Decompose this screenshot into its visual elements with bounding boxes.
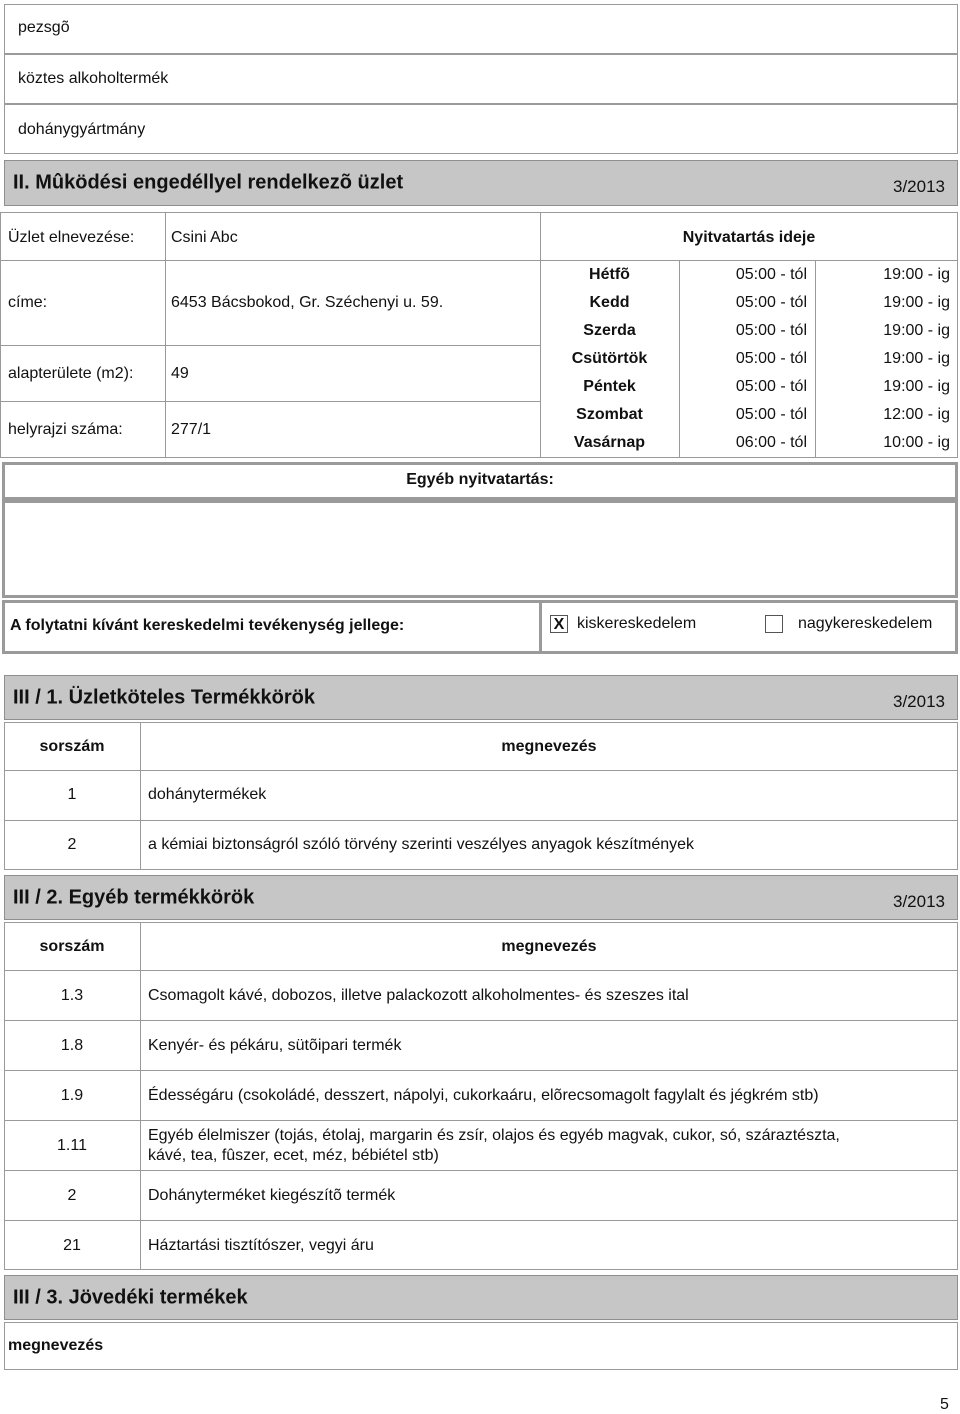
- hours-to: 12:00 - ig: [883, 406, 950, 423]
- hours-day: Kedd: [589, 294, 630, 311]
- retail-checkbox[interactable]: X: [550, 615, 568, 633]
- section-3-1-title: III / 1. Üzletköteles Termékkörök: [13, 686, 315, 708]
- hours-day: Péntek: [583, 378, 636, 395]
- table-row-name: dohánytermékek: [148, 786, 267, 803]
- table-row-number: 2: [67, 1187, 77, 1204]
- wholesale-label: nagykereskedelem: [798, 615, 933, 632]
- column-header-number: sorszám: [39, 738, 105, 755]
- lot-value: 277/1: [171, 421, 212, 438]
- page-number: 5: [940, 1396, 949, 1413]
- table-row-name: Háztartási tisztítószer, vegyi áru: [148, 1237, 374, 1254]
- hours-day: Szerda: [583, 322, 636, 339]
- table-row-name: Dohányterméket kiegészítõ termék: [148, 1187, 396, 1204]
- shop-name-label: Üzlet elnevezése:: [8, 229, 135, 246]
- hours-from: 05:00 - tól: [735, 322, 807, 339]
- address-label: címe:: [8, 294, 48, 311]
- table-row-name: Kenyér- és pékáru, sütõipari termék: [148, 1037, 402, 1054]
- hours-day: Hétfõ: [589, 266, 630, 283]
- section-3-3-table: [4, 1322, 958, 1370]
- hours-to: 19:00 - ig: [883, 294, 950, 311]
- top-item-1: pezsgõ: [18, 19, 70, 36]
- section-3-2-title: III / 2. Egyéb termékkörök: [13, 886, 255, 908]
- column-header-name: megnevezés: [8, 1337, 104, 1354]
- opening-hours-title: Nyitvatartás ideje: [682, 229, 816, 246]
- table-row-number: 1: [67, 786, 77, 803]
- address-value: 6453 Bácsbokod, Gr. Széchenyi u. 59.: [171, 294, 444, 311]
- other-hours-label: Egyéb nyitvatartás:: [406, 471, 554, 488]
- hours-day: Szombat: [576, 406, 643, 423]
- section-3-3-title: III / 3. Jövedéki termékek: [13, 1286, 248, 1308]
- shop-name-value: Csini Abc: [171, 229, 238, 246]
- activity-type-label: A folytatni kívánt kereskedelmi tevékenység jellege:: [10, 617, 405, 634]
- other-hours-area: [2, 500, 958, 598]
- column-header-number: sorszám: [39, 938, 105, 955]
- section-3-1-year: 3/2013: [893, 691, 945, 711]
- hours-to: 19:00 - ig: [883, 378, 950, 395]
- hours-to: 19:00 - ig: [883, 350, 950, 367]
- table-row-number: 1.3: [60, 987, 84, 1004]
- hours-day: Csütörtök: [571, 350, 648, 367]
- hours-to: 10:00 - ig: [883, 434, 950, 451]
- table-row-name-line-2: kávé, tea, fûszer, ecet, méz, bébiétel stb): [148, 1147, 439, 1164]
- section-3-2-year: 3/2013: [893, 891, 945, 911]
- hours-day: Vasárnap: [573, 434, 646, 451]
- lot-label: helyrajzi száma:: [8, 421, 123, 438]
- table-row-name: Csomagolt kávé, dobozos, illetve palackozott alkoholmentes- és szeszes ital: [148, 987, 689, 1004]
- section-3-2-header: [4, 875, 958, 920]
- table-row-number: 21: [63, 1237, 81, 1254]
- hours-from: 05:00 - tól: [735, 266, 807, 283]
- table-row-name: a kémiai biztonságról szóló törvény szerinti veszélyes anyagok készítmények: [148, 836, 695, 853]
- area-value: 49: [171, 365, 189, 382]
- hours-from: 06:00 - tól: [735, 434, 807, 451]
- hours-to: 19:00 - ig: [883, 322, 950, 339]
- column-header-name: megnevezés: [501, 738, 597, 755]
- hours-from: 05:00 - tól: [735, 406, 807, 423]
- section-3-1-header: [4, 675, 958, 720]
- column-header-name: megnevezés: [501, 938, 597, 955]
- section-2-title: II. Mûködési engedéllyel rendelkezõ üzlet: [13, 171, 404, 194]
- top-item-2: köztes alkoholtermék: [18, 70, 169, 87]
- table-row-name-line-1: Egyéb élelmiszer (tojás, étolaj, margarin és zsír, olajos és egyéb magvak, cukor, só, száraztészta,: [148, 1127, 840, 1144]
- retail-label: kiskereskedelem: [577, 615, 697, 632]
- section-3-3-header: [4, 1275, 958, 1320]
- top-item-1-box: [4, 4, 958, 54]
- table-row-name: Édességáru (csokoládé, desszert, nápolyi, cukorkaáru, elõrecsomagolt fagylalt és jégkrém stb): [148, 1087, 819, 1104]
- table-row-number: 2: [67, 836, 77, 853]
- hours-to: 19:00 - ig: [883, 266, 950, 283]
- area-label: alapterülete (m2):: [8, 365, 134, 382]
- section-2-header: [4, 160, 958, 206]
- table-row-number: 1.11: [57, 1137, 87, 1154]
- hours-from: 05:00 - tól: [735, 350, 807, 367]
- table-row-number: 1.8: [60, 1037, 84, 1054]
- hours-from: 05:00 - tól: [735, 294, 807, 311]
- hours-from: 05:00 - tól: [735, 378, 807, 395]
- wholesale-checkbox[interactable]: [765, 615, 783, 633]
- section-2-year: 3/2013: [893, 177, 945, 196]
- top-item-3-box: [4, 104, 958, 154]
- table-row-number: 1.9: [60, 1087, 84, 1104]
- top-item-3: dohánygyártmány: [18, 121, 146, 138]
